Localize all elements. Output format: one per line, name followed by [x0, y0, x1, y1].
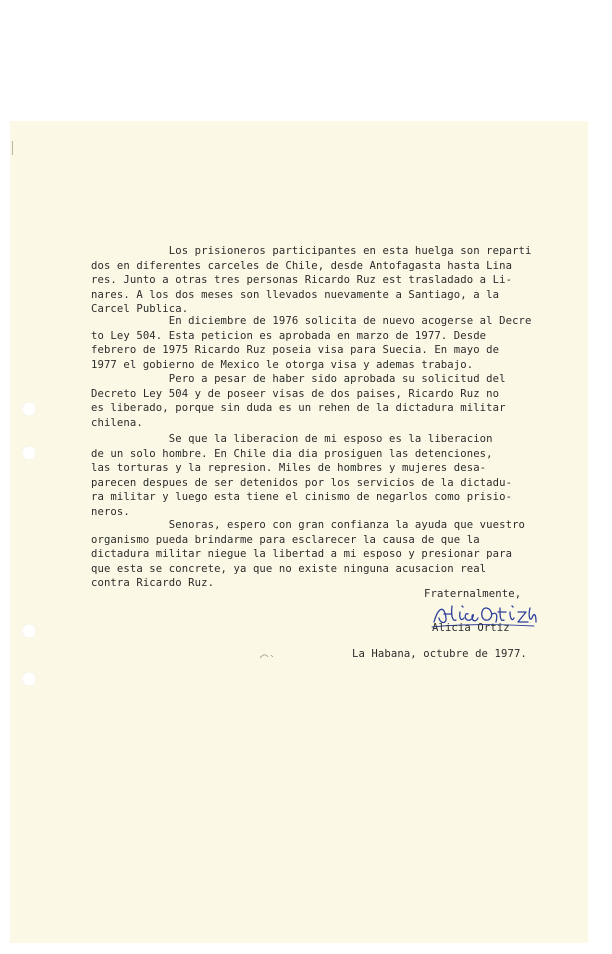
- paper-edge-mark: [12, 141, 13, 155]
- punch-hole: [22, 446, 36, 460]
- paragraph-liberation: Se que la liberacion de mi esposo es la liberacion de un solo hombre. En Chile dia dia prosiguen las detenciones, las torturas y la represion. Miles de hombres y mujeres desa- parecen despues de ser detenidos por los servicios de la dictadu- ra militar y luego esta tiene el cinismo de negarlos como prisio- neros.: [91, 433, 513, 518]
- stray-mark: [258, 652, 278, 660]
- punch-hole: [22, 672, 36, 686]
- paragraph-request-help: Senoras, espero con gran confianza la ayuda que vuestro organismo pueda brindarme para esclarecer la causa de que la dictadura militar niegue la libertad a mi esposo y presionar para que esta se concrete, ya que no existe ninguna acusacion real contra Ricardo Ruz.: [91, 519, 526, 590]
- closing-line: Fraternalmente,: [424, 588, 522, 600]
- paragraph-decree-request: En diciembre de 1976 solicita de nuevo acogerse al Decre to Ley 504. Esta peticion es aprobada en marzo de 1977. Desde febrero de 1975 Ricardo Ruz poseia visa para Suecia. En mayo de 1977 el gobierno de Mexico le otorga visa y ademas trabajo.: [91, 315, 532, 371]
- paragraph-not-released: Pero a pesar de haber sido aprobada su solicitud del Decreto Ley 504 y de poseer visas de dos paises, Ricardo Ruz no es liberado, porque sin duda es un rehen de la dictadura militar chilena.: [91, 373, 506, 429]
- punch-hole: [22, 402, 36, 416]
- paragraph-prisoners: Los prisioneros participantes en esta huelga son reparti dos en diferentes carceles de Chile, desde Antofagasta hasta Lina res. Junto a otras tres personas Ricardo Ruz est trasladado a Li- nares. A los dos meses son llevados nuevamente a Santiago, a la Carcel Publica.: [91, 245, 532, 316]
- punch-hole: [22, 624, 36, 638]
- signer-name: Alicia Ortiz: [432, 622, 510, 634]
- place-and-date: La Habana, octubre de 1977.: [352, 648, 527, 660]
